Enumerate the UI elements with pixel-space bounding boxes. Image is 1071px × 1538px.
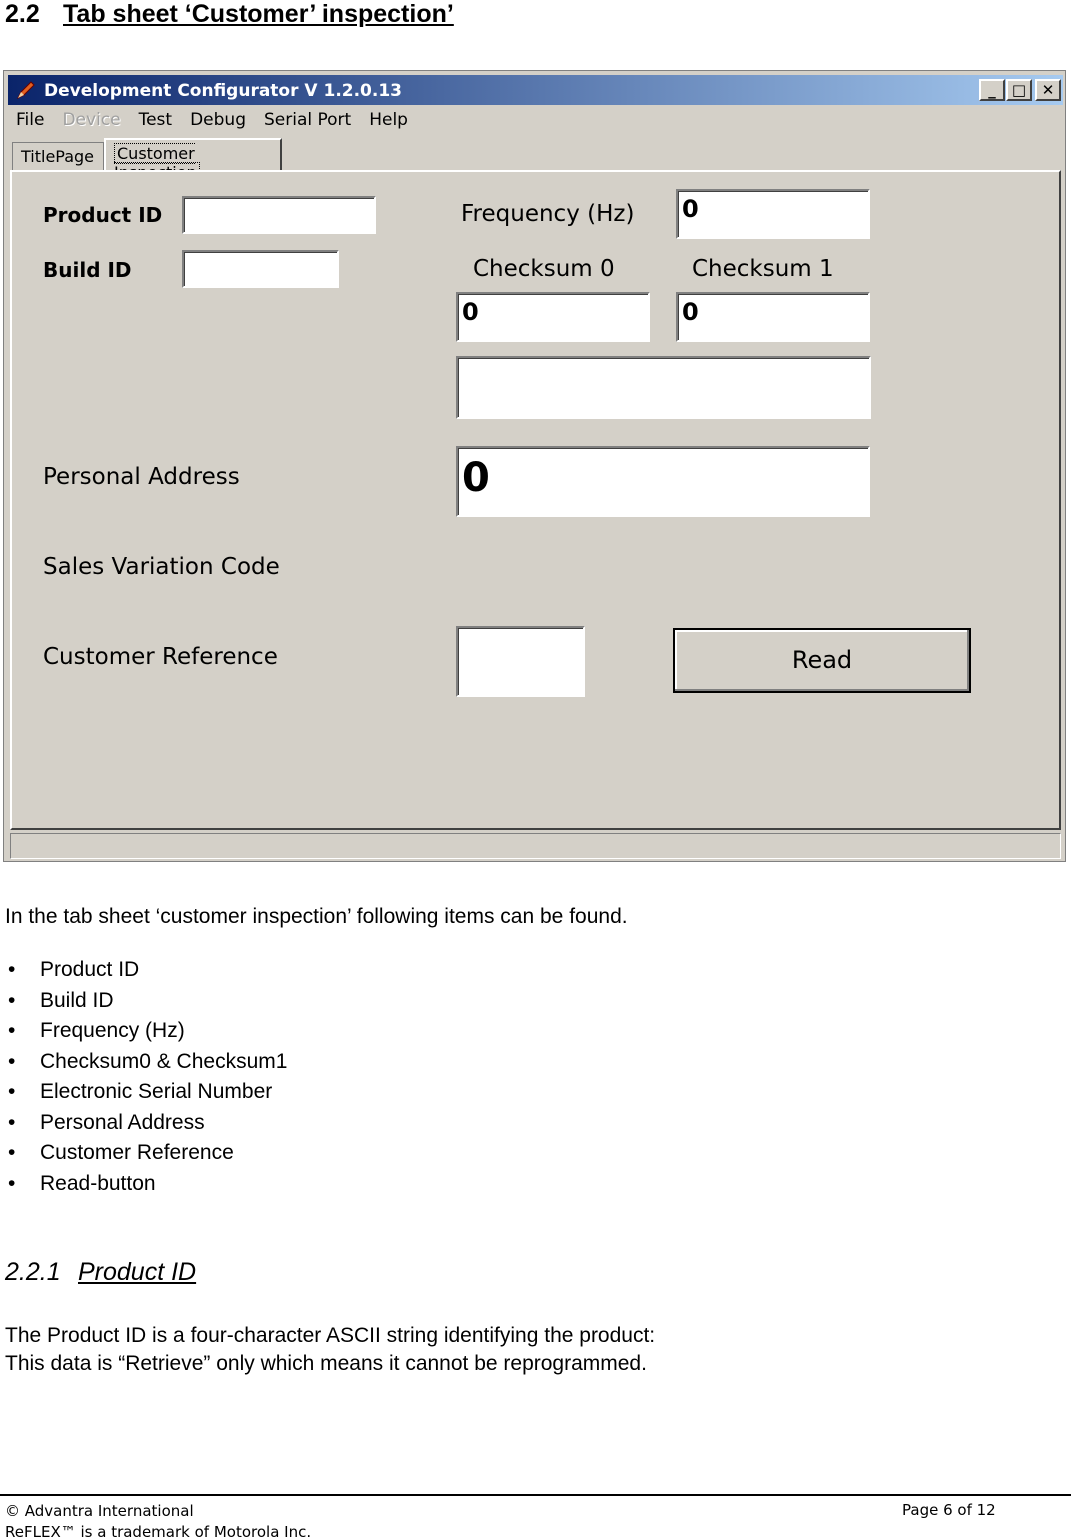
item-list xyxy=(8,958,287,1202)
build-id-label: Build ID xyxy=(43,258,132,282)
tab-customer-inspection[interactable] xyxy=(104,138,282,170)
product-id-label: Product ID xyxy=(43,203,163,227)
list-item: • Personal Address xyxy=(8,1111,287,1142)
window-titlebar xyxy=(8,75,1063,105)
list-item: • Build ID xyxy=(8,989,287,1020)
checksum1-label: Checksum 1 xyxy=(692,256,834,282)
menu-help[interactable]: Help xyxy=(369,110,408,130)
customer-reference-field[interactable] xyxy=(456,626,585,697)
menu-file[interactable]: File xyxy=(16,110,45,130)
menu-serial-port[interactable]: Serial Port xyxy=(263,110,352,130)
section-heading xyxy=(5,0,454,29)
menu-test[interactable]: Test xyxy=(138,110,173,130)
tab-panel xyxy=(10,170,1061,830)
sales-variation-code-label: Sales Variation Code xyxy=(43,554,280,580)
checksum1-field[interactable]: 0 xyxy=(676,292,870,342)
paragraph-line: This data is “Retrieve” only which means it cannot be reprogrammed. xyxy=(5,1352,647,1375)
frequency-field[interactable]: 0 xyxy=(676,189,870,239)
footer-left xyxy=(5,1501,311,1538)
section-number: 2.2 xyxy=(5,0,40,28)
frequency-label: Frequency (Hz) xyxy=(461,201,635,227)
status-bar xyxy=(10,833,1061,859)
menu-debug[interactable]: Debug xyxy=(190,110,246,130)
subsection-number: 2.2.1 xyxy=(5,1258,61,1286)
maximize-button[interactable]: □ xyxy=(1006,79,1032,101)
checksum0-label: Checksum 0 xyxy=(473,256,615,282)
tab-customer-inspection-label: Customer xyxy=(114,143,200,183)
subsection-title: Product ID xyxy=(78,1258,197,1286)
footer-copyright: © Advantra International xyxy=(5,1502,194,1520)
menu-bar xyxy=(16,110,408,134)
body-paragraph xyxy=(5,1322,655,1378)
window-title: Development Configurator V 1.2.0.13 xyxy=(44,81,403,101)
footer-divider xyxy=(0,1494,1071,1496)
list-item: • Product ID xyxy=(8,958,287,989)
menu-device: Device xyxy=(62,110,121,130)
read-button[interactable]: Read xyxy=(673,628,971,693)
section-title: Tab sheet ‘Customer’ inspection’ xyxy=(63,0,454,28)
list-item: • Checksum0 & Checksum1 xyxy=(8,1050,287,1081)
personal-address-field[interactable]: 0 xyxy=(456,446,870,517)
app-window-screenshot xyxy=(3,70,1066,862)
list-item: • Customer Reference xyxy=(8,1141,287,1172)
list-item: • Frequency (Hz) xyxy=(8,1019,287,1050)
list-item: • Read-button xyxy=(8,1172,287,1203)
product-id-field[interactable] xyxy=(182,196,376,234)
paragraph-line: The Product ID is a four-character ASCII string identifying the product: xyxy=(5,1324,656,1347)
list-item: • Electronic Serial Number xyxy=(8,1080,287,1111)
minimize-button[interactable]: _ xyxy=(979,79,1005,101)
serial-number-field[interactable] xyxy=(456,356,871,419)
intro-text: In the tab sheet ‘customer inspection’ following items can be found. xyxy=(5,905,628,928)
tab-titlepage[interactable]: TitlePage xyxy=(12,142,104,170)
footer-trademark: ReFLEX™ is a trademark of Motorola Inc. xyxy=(5,1523,312,1538)
pencil-icon xyxy=(16,80,36,100)
build-id-field[interactable] xyxy=(182,250,339,288)
page-number: Page 6 of 12 xyxy=(902,1501,996,1519)
subsection-heading xyxy=(5,1258,196,1287)
personal-address-label: Personal Address xyxy=(43,464,240,490)
checksum0-field[interactable]: 0 xyxy=(456,292,650,342)
close-button[interactable]: ✕ xyxy=(1035,79,1061,101)
customer-reference-label: Customer Reference xyxy=(43,644,278,670)
